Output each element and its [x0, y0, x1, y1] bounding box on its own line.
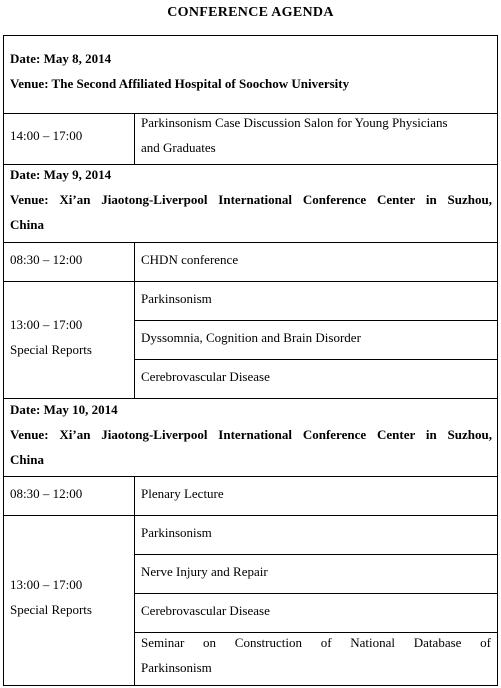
session-subtitle: Special Reports [10, 342, 92, 357]
table-border-bottom [3, 685, 498, 686]
row-divider [134, 359, 498, 360]
day-date: Date: May 9, 2014 [10, 167, 112, 182]
session-item: Cerebrovascular Disease [141, 369, 270, 384]
session-item: CHDN conference [141, 252, 239, 267]
day-venue: Venue: Xi’an Jiaotong-Liverpool International Conference Center in Suzhou, [10, 427, 492, 442]
session-item: Parkinsonism [141, 525, 212, 540]
row-divider [134, 632, 498, 633]
day-date: Date: May 8, 2014 [10, 51, 112, 66]
session-item: Parkinsonism Case Discussion Salon for Young Physicians [141, 115, 448, 130]
row-divider [3, 398, 498, 399]
session-item: Dyssomnia, Cognition and Brain Disorder [141, 330, 361, 345]
row-divider [3, 476, 498, 477]
day-venue: China [10, 217, 44, 232]
column-divider [134, 242, 135, 398]
day-venue: China [10, 452, 44, 467]
column-divider [134, 113, 135, 164]
session-subtitle: Special Reports [10, 602, 92, 617]
session-item: Parkinsonism [141, 291, 212, 306]
row-divider [3, 113, 498, 114]
row-divider [134, 554, 498, 555]
row-divider [3, 281, 498, 282]
session-item: Seminar on Construction of National Database of [141, 635, 491, 650]
table-border-left [3, 35, 4, 686]
session-time: 14:00 – 17:00 [10, 128, 83, 143]
table-border-right [497, 35, 498, 686]
day-date: Date: May 10, 2014 [10, 402, 118, 417]
column-divider [134, 476, 135, 685]
day-venue: Venue: The Second Affiliated Hospital of Soochow University [10, 76, 350, 91]
row-divider [134, 593, 498, 594]
session-item: Parkinsonism [141, 660, 212, 675]
session-time: 13:00 – 17:00 [10, 317, 83, 332]
session-item: and Graduates [141, 140, 216, 155]
session-item: Plenary Lecture [141, 486, 224, 501]
page-title: CONFERENCE AGENDA [167, 5, 334, 20]
table-border-top [3, 35, 498, 36]
session-time: 13:00 – 17:00 [10, 577, 83, 592]
session-item: Nerve Injury and Repair [141, 564, 268, 579]
session-time: 08:30 – 12:00 [10, 252, 83, 267]
row-divider [134, 320, 498, 321]
row-divider [3, 515, 498, 516]
row-divider [3, 164, 498, 165]
row-divider [3, 242, 498, 243]
session-item: Cerebrovascular Disease [141, 603, 270, 618]
day-venue: Venue: Xi’an Jiaotong-Liverpool International Conference Center in Suzhou, [10, 192, 492, 207]
session-time: 08:30 – 12:00 [10, 486, 83, 501]
